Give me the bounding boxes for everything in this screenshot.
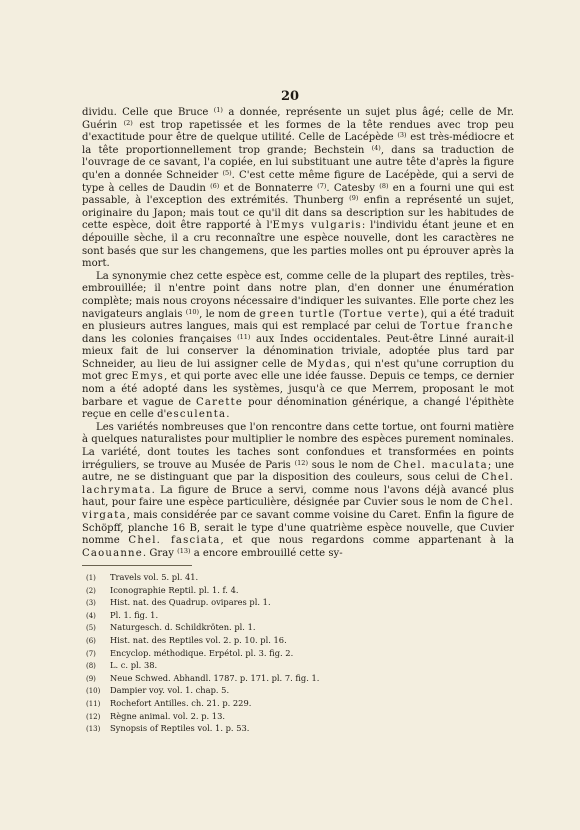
footnote-mark: (7) — [86, 649, 96, 658]
footnote-ref: (11) — [237, 332, 251, 341]
text-run: en a fourni une qui est passable, à l'exception des extrémités. Thunberg — [82, 182, 514, 207]
species-name: Tortue verte — [342, 308, 421, 320]
text-run: Les variétés nombreuses que l'on rencontre dans cette tortue, ont fourni matière à quelques naturalistes pour multiplier le nombre des espèces purement nominales. La variété, dont toutes les taches sont confondues et transformées en points irréguliers, se trouve au Musée de Paris — [82, 421, 514, 471]
footnote-mark: (10) — [86, 687, 101, 696]
footnote — [86, 698, 506, 711]
footnote-text: Hist. nat. des Quadrup. ovipares pl. 1. — [110, 597, 271, 608]
text-run: enfin a représenté un sujet, originaire du Japon; mais tout ce qu'il dit dans sa description sur les habitudes de cette espèce, doit être rapporté à l' — [82, 195, 514, 232]
footnote-text: Iconographie Reptil. pl. 1. f. 4. — [110, 584, 239, 595]
footnote — [86, 685, 506, 698]
footnote-text: Dampier voy. vol. 1. chap. 5. — [110, 685, 230, 696]
text-run: est trop rapetissée et les formes de la tête rendues avec trop peu d'exactitude pour être de quelque utilité. Celle de Lacépède — [82, 119, 514, 144]
footnote — [86, 673, 506, 686]
text-run: dans les colonies françaises — [82, 333, 238, 345]
footnote-mark: (8) — [86, 662, 96, 671]
footnote — [86, 723, 506, 736]
text-run: , qui n'est qu'une corruption du mot grec — [82, 358, 514, 383]
species-name: Chel. maculata — [393, 459, 488, 471]
footnote-ref: (5) — [222, 168, 232, 177]
footnote-mark: (13) — [86, 725, 101, 734]
text-run: ( — [335, 308, 343, 320]
species-name: Tortue franche — [420, 321, 514, 333]
text-run: pour dénomination générique, a changé l'épithète reçue en celle d' — [82, 396, 514, 421]
footnote-ref: (12) — [294, 458, 308, 467]
species-name: Carette — [196, 396, 244, 408]
text-run: a encore embrouillé cette sy- — [190, 547, 343, 559]
footnote-text: Hist. nat. des Reptiles vol. 2. p. 10. pl. 16. — [110, 634, 287, 645]
paragraph — [82, 271, 514, 422]
species-name: green turtle — [259, 308, 336, 320]
footnote-ref: (13) — [177, 546, 191, 555]
species-name: Chel. fasciata — [128, 535, 221, 547]
text-run: La synonymie chez cette espèce est, comme celle de la plupart des reptiles, très-embrouillée; il n'entre point dans notre plan, d'en donner une énumération complète; mais nous croyons nécessaire d'indiquer les suivantes. Elle porte chez les navigateurs anglais — [82, 270, 514, 320]
text-run: sous le nom de — [307, 459, 394, 471]
paragraph — [82, 107, 514, 271]
text-run: est très-médiocre et la tête proportionnellement trop grande; Bechstein — [82, 132, 514, 156]
footnote-text: Synopsis of Reptiles vol. 1. p. 53. — [110, 723, 250, 734]
footnote-text: Encyclop. méthodique. Erpétol. pl. 3. fig. 2. — [110, 647, 294, 658]
species-name: Chel. lachrymata — [82, 472, 514, 496]
footnote-text: L. c. pl. 38. — [110, 660, 158, 671]
footnote-mark: (5) — [86, 624, 96, 633]
footnote-mark: (1) — [86, 574, 96, 582]
text-run: : l'individu étant jeune et en dépouille sèche, il a cru reconnaître une espèce nouvelle, dont les caractères ne sont basés que sur les changemens, que les parties molles ont pu éprouver après la mort. — [82, 220, 514, 270]
footnote — [86, 711, 506, 724]
footnote-ref: (2) — [123, 118, 133, 127]
footnote-list — [86, 572, 506, 736]
footnote — [86, 572, 506, 585]
footnote-mark: (3) — [86, 599, 96, 608]
text-run: . C'est cette même figure de Lacépède, qui a servi de type à celles de Daudin — [82, 169, 514, 194]
species-name: Chel. virgata — [82, 497, 514, 521]
footnote — [86, 648, 506, 661]
footnote-text: Rochefort Antilles. ch. 21. p. 229. — [110, 697, 252, 708]
text-run: , dans sa traduction de l'ouvrage de ce savant, l'a copiée, en lui substituant une autre tête d'après la figure qu'en a donnée Schneider — [82, 144, 514, 181]
text-run: , mais considérée par ce savant comme voisine du Caret. Enfin la figure de Schöpff, planche 16 B, serait le type d'une quatrième espèce nouvelle, que Cuvier nomme — [82, 510, 514, 547]
footnote — [86, 660, 506, 673]
footnote-mark: (9) — [86, 674, 96, 683]
text-run: . Gray — [142, 547, 178, 559]
footnote-text: Naturgesch. d. Schildkröten. pl. 1. — [110, 622, 256, 633]
footnote-mark: (12) — [86, 712, 101, 721]
text-run: a donnée, représente un sujet plus âgé; celle de Mr. Guérin — [82, 107, 514, 131]
text-run: . La figure de Bruce a servi, comme nous l'avons déjà avancé plus haut, pour faire une espèce particulière, désignée par Cuvier sous le nom de — [82, 484, 514, 509]
paragraph — [82, 422, 514, 561]
footnote-separator — [82, 565, 192, 566]
footnote — [86, 622, 506, 635]
footnote-ref: (1) — [213, 106, 223, 114]
species-name: Emys vulgaris — [272, 220, 362, 232]
footnote-mark: (11) — [86, 699, 101, 708]
footnote-ref: (4) — [371, 143, 381, 152]
species-name: Mydas — [307, 358, 347, 370]
footnote — [86, 597, 506, 610]
species-name: Emys — [131, 371, 165, 383]
footnote-mark: (4) — [86, 611, 96, 620]
species-name: esculenta — [166, 409, 227, 421]
footnote-text: Neue Schwed. Abhandl. 1787. p. 171. pl. 7. fig. 1. — [110, 672, 320, 683]
footnote-text: Règne animal. vol. 2. p. 13. — [110, 710, 225, 721]
text-run: . Catesby — [326, 182, 380, 194]
footnote — [86, 635, 506, 648]
text-run: , et que nous regardons comme appartenant à la — [220, 535, 514, 547]
text-run: dividu. Celle que Bruce — [82, 107, 214, 118]
footnote-text: Pl. 1. fig. 1. — [110, 609, 159, 620]
text-run: . — [226, 409, 230, 421]
text-run: et de Bonnaterre — [219, 182, 318, 194]
footnote-ref: (7) — [317, 181, 327, 190]
footnote — [86, 585, 506, 598]
footnote-ref: (8) — [379, 181, 389, 190]
footnote-mark: (2) — [86, 586, 96, 595]
text-run: , et qui porte avec elle une idée fausse. Depuis ce temps, ce dernier nom a été adopté dans les systèmes, jusqu'à ce que Merrem, proposant le mot barbare et vague de — [82, 371, 514, 408]
footnote-text: Travels vol. 5. pl. 41. — [110, 572, 199, 582]
footnote-ref: (9) — [349, 194, 359, 203]
footnote-ref: (10) — [185, 307, 200, 316]
text-run: ; une autre, ne se distinguant que par la disposition des couleurs, sous celui de — [82, 459, 514, 484]
footnote-ref: (6) — [210, 181, 220, 190]
footnote-mark: (6) — [86, 636, 96, 645]
footnote-ref: (3) — [397, 131, 407, 140]
footnote — [86, 610, 506, 623]
text-run: ), qui a été traduit en plusieurs autres langues, mais qui est remplacé par celui de — [82, 308, 514, 333]
page-number: 20 — [280, 89, 300, 104]
text-run: aux Indes occidentales. Peut-être Linné aurait-il mieux fait de lui conserver la dénomination triviale, adoptée plus tard par Schneider, au lieu de lui assigner celle de — [82, 333, 514, 370]
text-run: , le nom de — [199, 308, 260, 320]
species-name: Caouanne — [82, 547, 143, 559]
body-text — [82, 107, 514, 560]
